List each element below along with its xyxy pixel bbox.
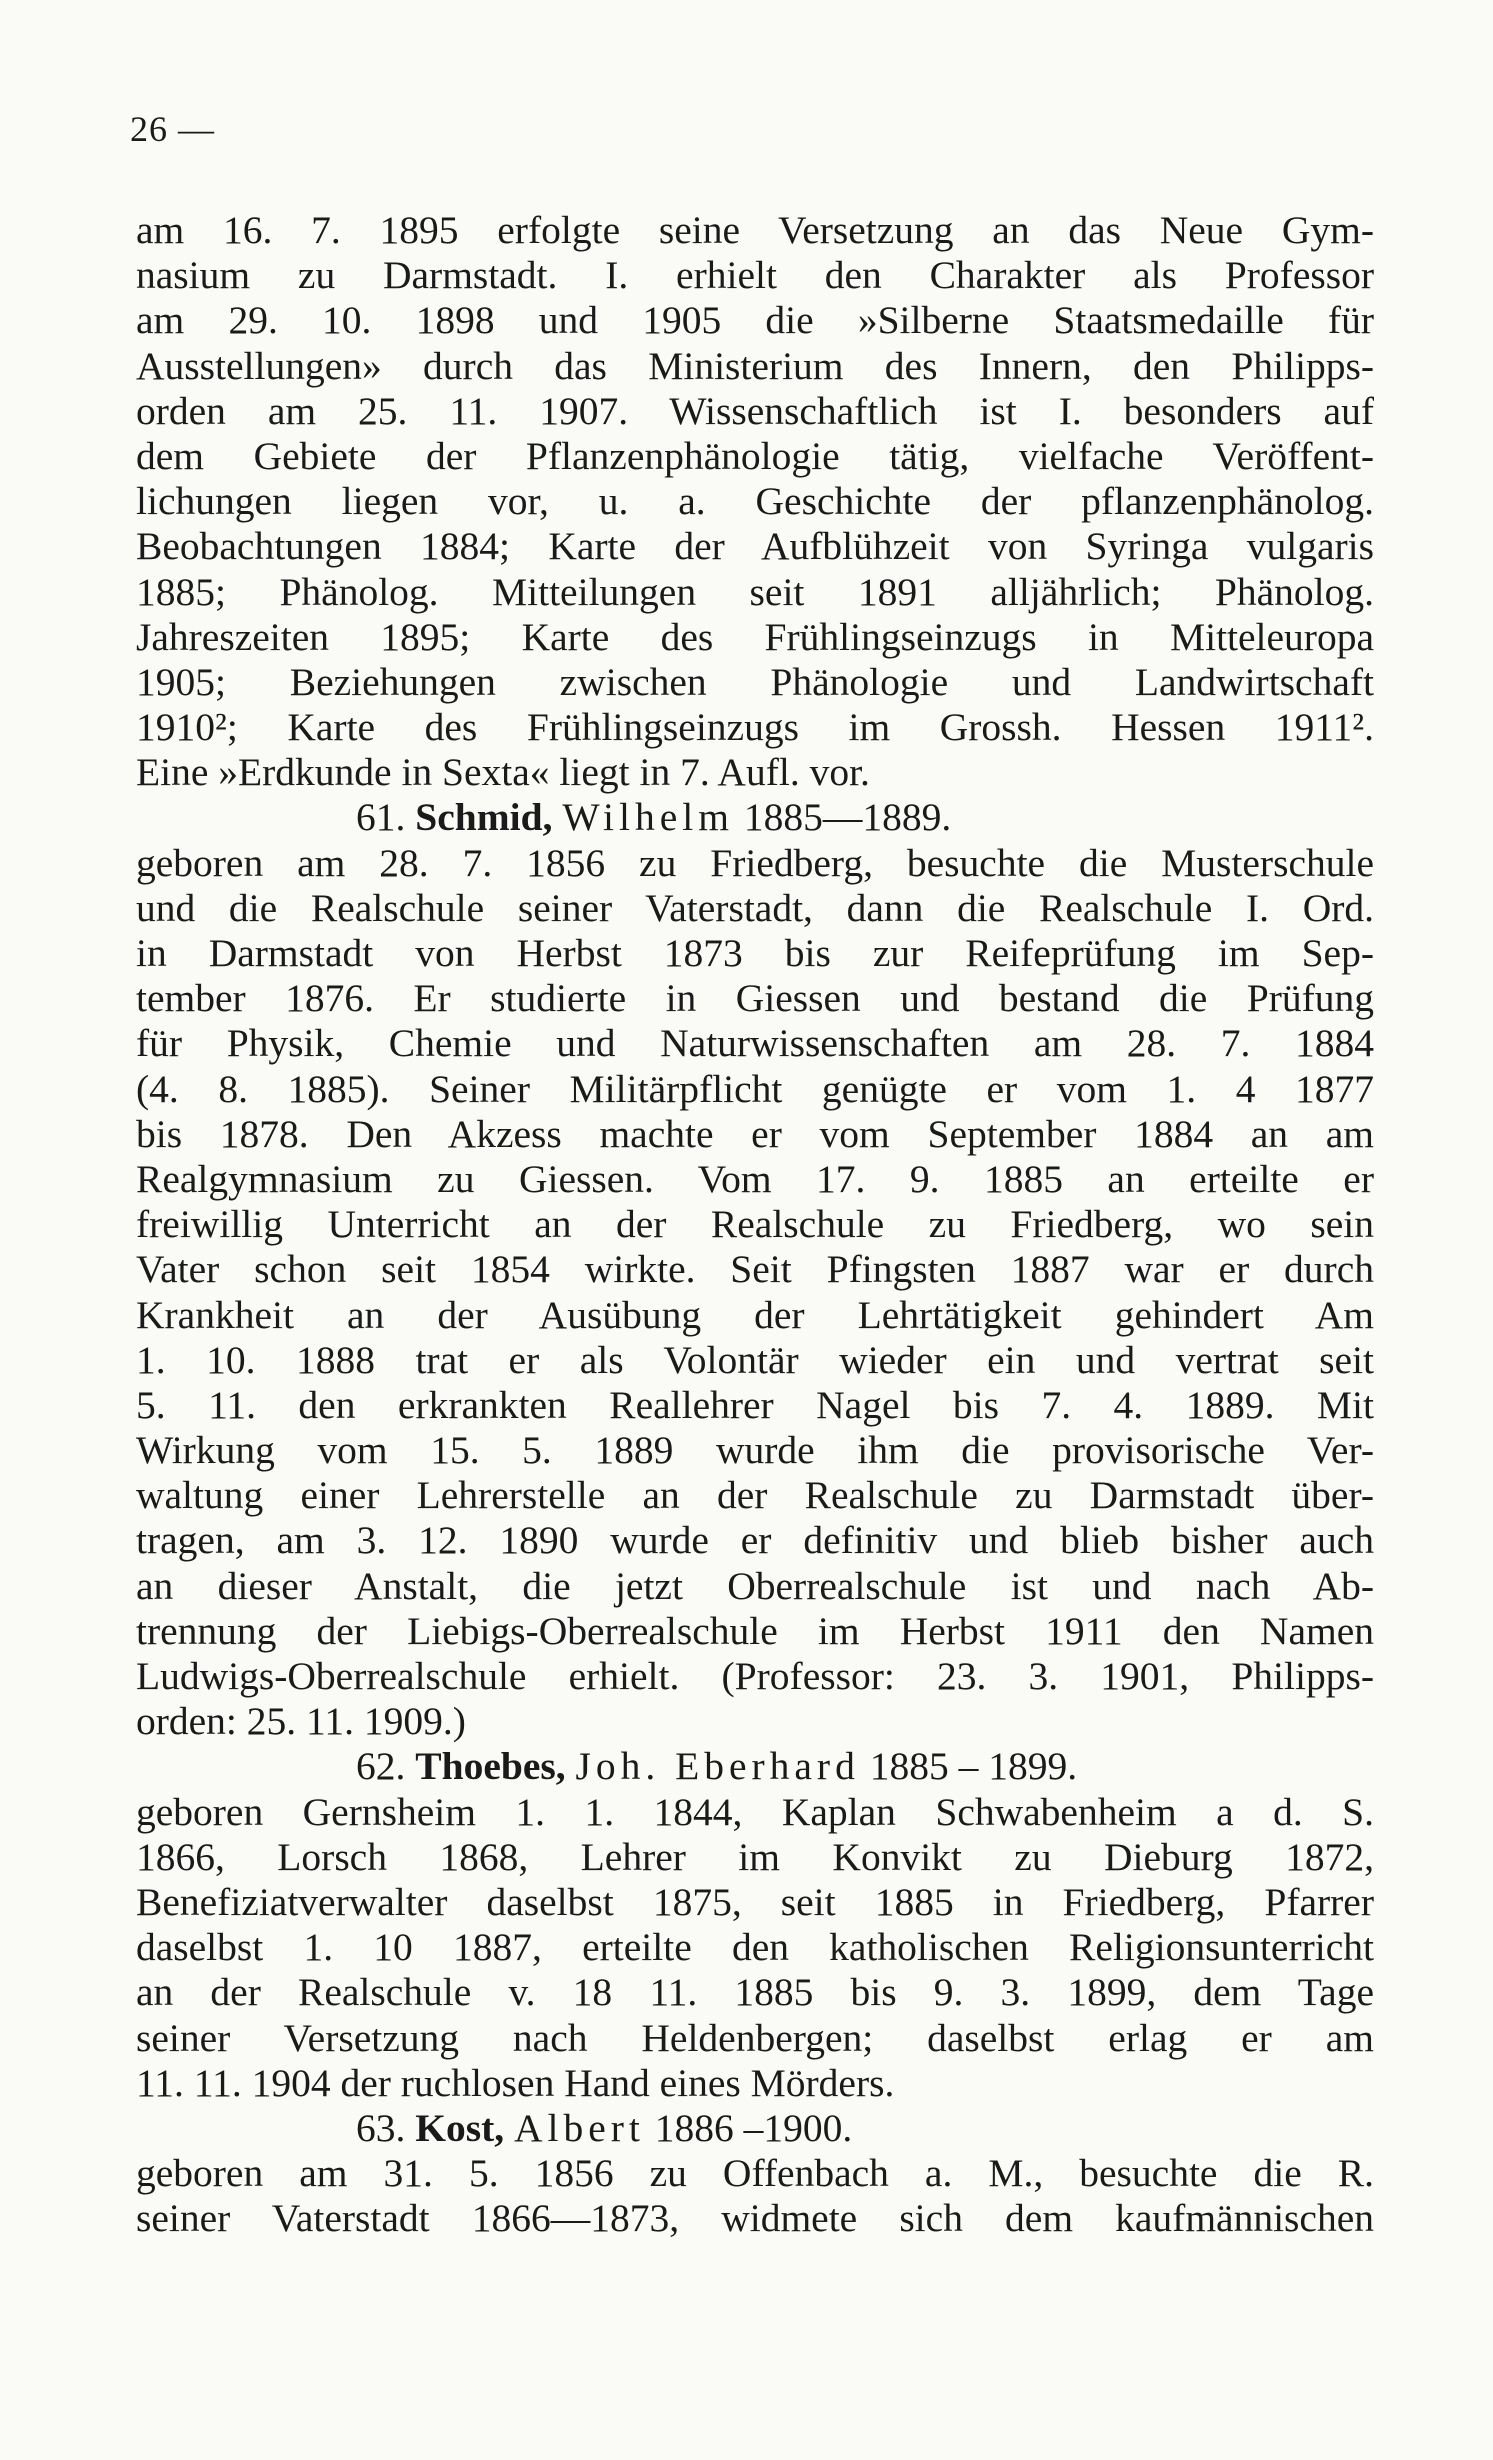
text-body	[136, 208, 1374, 2241]
text-line: Beobachtungen 1884; Karte der Aufblühzeit von Syringa vulgaris	[136, 524, 1374, 569]
text-line: orden am 25. 11. 1907. Wissenschaftlich ist I. besonders auf	[136, 388, 1374, 433]
text-line: freiwillig Unterricht an der Realschule zu Friedberg, wo sein	[136, 1202, 1374, 1247]
text-line: Ausstellungen» durch das Ministerium des Innern, den Philipps-	[136, 343, 1374, 388]
text-line: an dieser Anstalt, die jetzt Oberrealschule ist und nach Ab-	[136, 1563, 1374, 1608]
entry-number: 61.	[356, 795, 406, 840]
entry-forename: Albert	[514, 2105, 645, 2150]
entry-years: 1885—1889.	[743, 795, 952, 840]
text-line: seiner Vaterstadt 1866—1873, widmete sich dem kaufmännischen	[136, 2196, 1374, 2241]
text-line: daselbst 1. 10 1887, erteilte den katholischen Religionsunterricht	[136, 1925, 1374, 1970]
text-line: 1885; Phänolog. Mitteilungen seit 1891 alljährlich; Phänolog.	[136, 569, 1374, 614]
text-line: für Physik, Chemie und Naturwissenschaften am 28. 7. 1884	[136, 1021, 1374, 1066]
text-line: Eine »Erdkunde in Sexta« liegt in 7. Aufl. vor.	[136, 750, 870, 795]
text-line: 1910²; Karte des Frühlingseinzugs im Grossh. Hessen 1911².	[136, 705, 1374, 750]
text-line: (4. 8. 1885). Seiner Militärpflicht genügte er vom 1. 4 1877	[136, 1066, 1374, 1111]
text-line: 1905; Beziehungen zwischen Phänologie und Landwirtschaft	[136, 659, 1374, 704]
entry-63	[136, 2106, 1374, 2242]
text-line: lichungen liegen vor, u. a. Geschichte der pflanzenphänolog.	[136, 479, 1374, 524]
text-line: am 16. 7. 1895 erfolgte seine Versetzung an das Neue Gym-	[136, 208, 1374, 252]
text-line: bis 1878. Den Akzess machte er vom September 1884 an am	[136, 1111, 1374, 1156]
entry-surname: Thoebes,	[415, 1744, 566, 1789]
page-number: 26 —	[130, 109, 215, 149]
text-line: Jahreszeiten 1895; Karte des Frühlingseinzugs in Mitteleuropa	[136, 614, 1374, 659]
entry-62	[136, 1744, 1374, 2106]
text-line: tember 1876. Er studierte in Giessen und bestand die Prüfung	[136, 976, 1374, 1021]
entry-forename: Wilhelm	[562, 795, 734, 840]
text-line: geboren am 31. 5. 1856 zu Offenbach a. M., besuchte die R.	[136, 2151, 1374, 2196]
text-line: nasium zu Darmstadt. I. erhielt den Charakter als Professor	[136, 253, 1374, 298]
text-line: an der Realschule v. 18 11. 1885 bis 9. 3. 1899, dem Tage	[136, 1970, 1374, 2015]
entry-surname: Kost,	[415, 2105, 505, 2150]
text-line: am 29. 10. 1898 und 1905 die »Silberne Staatsmedaille für	[136, 298, 1374, 343]
text-line: Krankheit an der Ausübung der Lehrtätigkeit gehindert Am	[136, 1292, 1374, 1337]
text-line: orden: 25. 11. 1909.)	[136, 1699, 466, 1744]
text-line: Realgymnasium zu Giessen. Vom 17. 9. 1885 an erteilte er	[136, 1156, 1374, 1201]
entry-60-continuation	[136, 208, 1374, 795]
entry-heading	[136, 2106, 1374, 2151]
entry-years: 1886 –1900.	[654, 2105, 853, 2150]
text-line: dem Gebiete der Pflanzenphänologie tätig, vielfache Veröffent-	[136, 433, 1374, 478]
text-line: geboren Gernsheim 1. 1. 1844, Kaplan Schwabenheim a d. S.	[136, 1789, 1374, 1834]
text-line: 1. 10. 1888 trat er als Volontär wieder ein und vertrat seit	[136, 1337, 1374, 1382]
text-line: 5. 11. den erkrankten Reallehrer Nagel bis 7. 4. 1889. Mit	[136, 1382, 1374, 1427]
text-line: Wirkung vom 15. 5. 1889 wurde ihm die provisorische Ver-	[136, 1428, 1374, 1473]
text-line: Vater schon seit 1854 wirkte. Seit Pfingsten 1887 war er durch	[136, 1247, 1374, 1292]
text-line: in Darmstadt von Herbst 1873 bis zur Reifeprüfung im Sep-	[136, 931, 1374, 975]
entry-number: 63.	[356, 2105, 406, 2150]
text-line: seiner Versetzung nach Heldenbergen; daselbst erlag er am	[136, 2015, 1374, 2060]
entry-number: 62.	[356, 1744, 406, 1789]
text-line: waltung einer Lehrerstelle an der Realschule zu Darmstadt über-	[136, 1473, 1374, 1518]
text-line: Benefiziatverwalter daselbst 1875, seit 1885 in Friedberg, Pfarrer	[136, 1879, 1374, 1924]
text-line: tragen, am 3. 12. 1890 wurde er definitiv und blieb bisher auch	[136, 1518, 1374, 1563]
entry-years: 1885 – 1899.	[869, 1744, 1078, 1789]
entry-surname: Schmid,	[415, 795, 553, 840]
text-line: geboren am 28. 7. 1856 zu Friedberg, besuchte die Musterschule	[136, 840, 1374, 885]
entry-heading	[136, 1744, 1374, 1789]
text-line: 1866, Lorsch 1868, Lehrer im Konvikt zu Dieburg 1872,	[136, 1834, 1374, 1879]
text-line: 11. 11. 1904 der ruchlosen Hand eines Mörders.	[136, 2060, 895, 2105]
entry-61	[136, 795, 1374, 1744]
entry-forename: Joh. Eberhard	[575, 1744, 860, 1789]
entry-heading	[136, 795, 1374, 840]
text-line: Ludwigs-Oberrealschule erhielt. (Professor: 23. 3. 1901, Philipps-	[136, 1654, 1374, 1698]
text-line: trennung der Liebigs-Oberrealschule im Herbst 1911 den Namen	[136, 1608, 1374, 1653]
text-line: und die Realschule seiner Vaterstadt, dann die Realschule I. Ord.	[136, 885, 1374, 930]
